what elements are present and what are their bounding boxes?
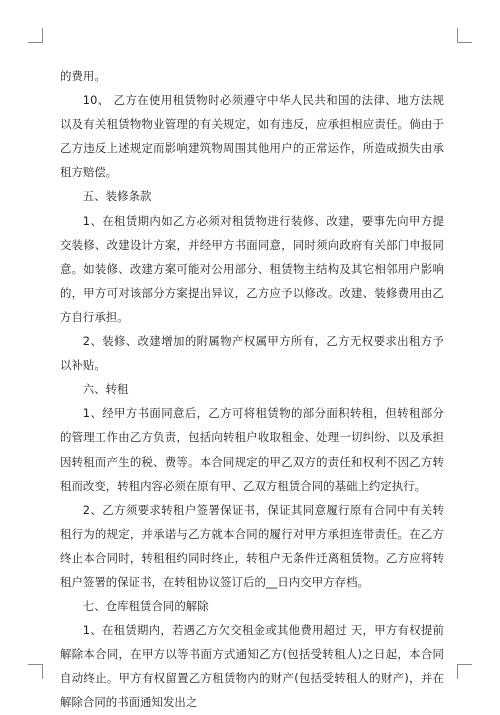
- sublease-clause-1: 1、经甲方书面同意后，乙方可将租赁物的部分面积转租，但转租部分的管理工作由乙方负责，包括向转租户收取租金、处理一切纠纷、以及承担因转租而产生的税、费等。本合同规定的甲乙双方的责任和权利不因乙方转租而改变，转租内容必须在原有甲、乙双方租赁合同的基础上约定执行。: [60, 406, 444, 493]
- section-heading-sublease: 六、转租: [82, 382, 129, 397]
- document-body: [60, 64, 444, 715]
- section-heading-termination: 七、仓库租赁合同的解除: [82, 599, 209, 614]
- decoration-clause-2: 2、装修、改建增加的附属物产权属甲方所有，乙方无权要求出租方予以补贴。: [60, 334, 444, 373]
- crop-mark-top-right: [457, 28, 472, 43]
- sublease-clause-2: 2、乙方须要求转租户签署保证书，保证其同意履行原有合同中有关转租行为的规定，并承诺与乙方就本合同的履行对甲方承担连带责任。在乙方终止本合同时，转租租约同时终止，转租户无条件迁离租赁物。乙方应将转租户签署的保证书，在转租协议签订后的__日内交甲方存档。: [60, 502, 444, 589]
- clause-10: 10、 乙方在使用租赁物时必须遵守中华人民共和国的法律、地方法规以及有关租赁物物业管理的有关规定，如有违反，应承担相应责任。倘由于乙方违反上述规定而影响建筑物周围其他用户的正常运作，所造成损失由承租方赔偿。: [60, 93, 444, 180]
- decoration-clause-1: 1、在租赁期内如乙方必须对租赁物进行装修、改建，要事先向甲方提交装修、改建设计方案，并经甲方书面同意，同时须向政府有关部门申报同意。如装修、改建方案可能对公用部分、租赁物主结构及其它相邻用户影响的，甲方可对该部分方案提出异议，乙方应予以修改。改建、装修费用由乙方自行承担。: [60, 213, 444, 324]
- crop-mark-top-left: [28, 28, 43, 43]
- crop-mark-bottom-left: [28, 664, 43, 679]
- termination-clause-1: 1、在租赁期内，若遇乙方欠交租金或其他费用超过 天，甲方有权提前解除本合同，在甲方以等书面方式通知乙方(包括受转租人)之日起，本合同自动终止。甲方有权留置乙方租赁物内的财产(包括受转租人的财产)，并在解除合同的书面通知发出之: [60, 623, 444, 710]
- section-heading-decoration: 五、装修条款: [82, 189, 152, 204]
- paragraph-continuation: 的费用。: [60, 69, 106, 83]
- crop-mark-bottom-right: [457, 664, 472, 679]
